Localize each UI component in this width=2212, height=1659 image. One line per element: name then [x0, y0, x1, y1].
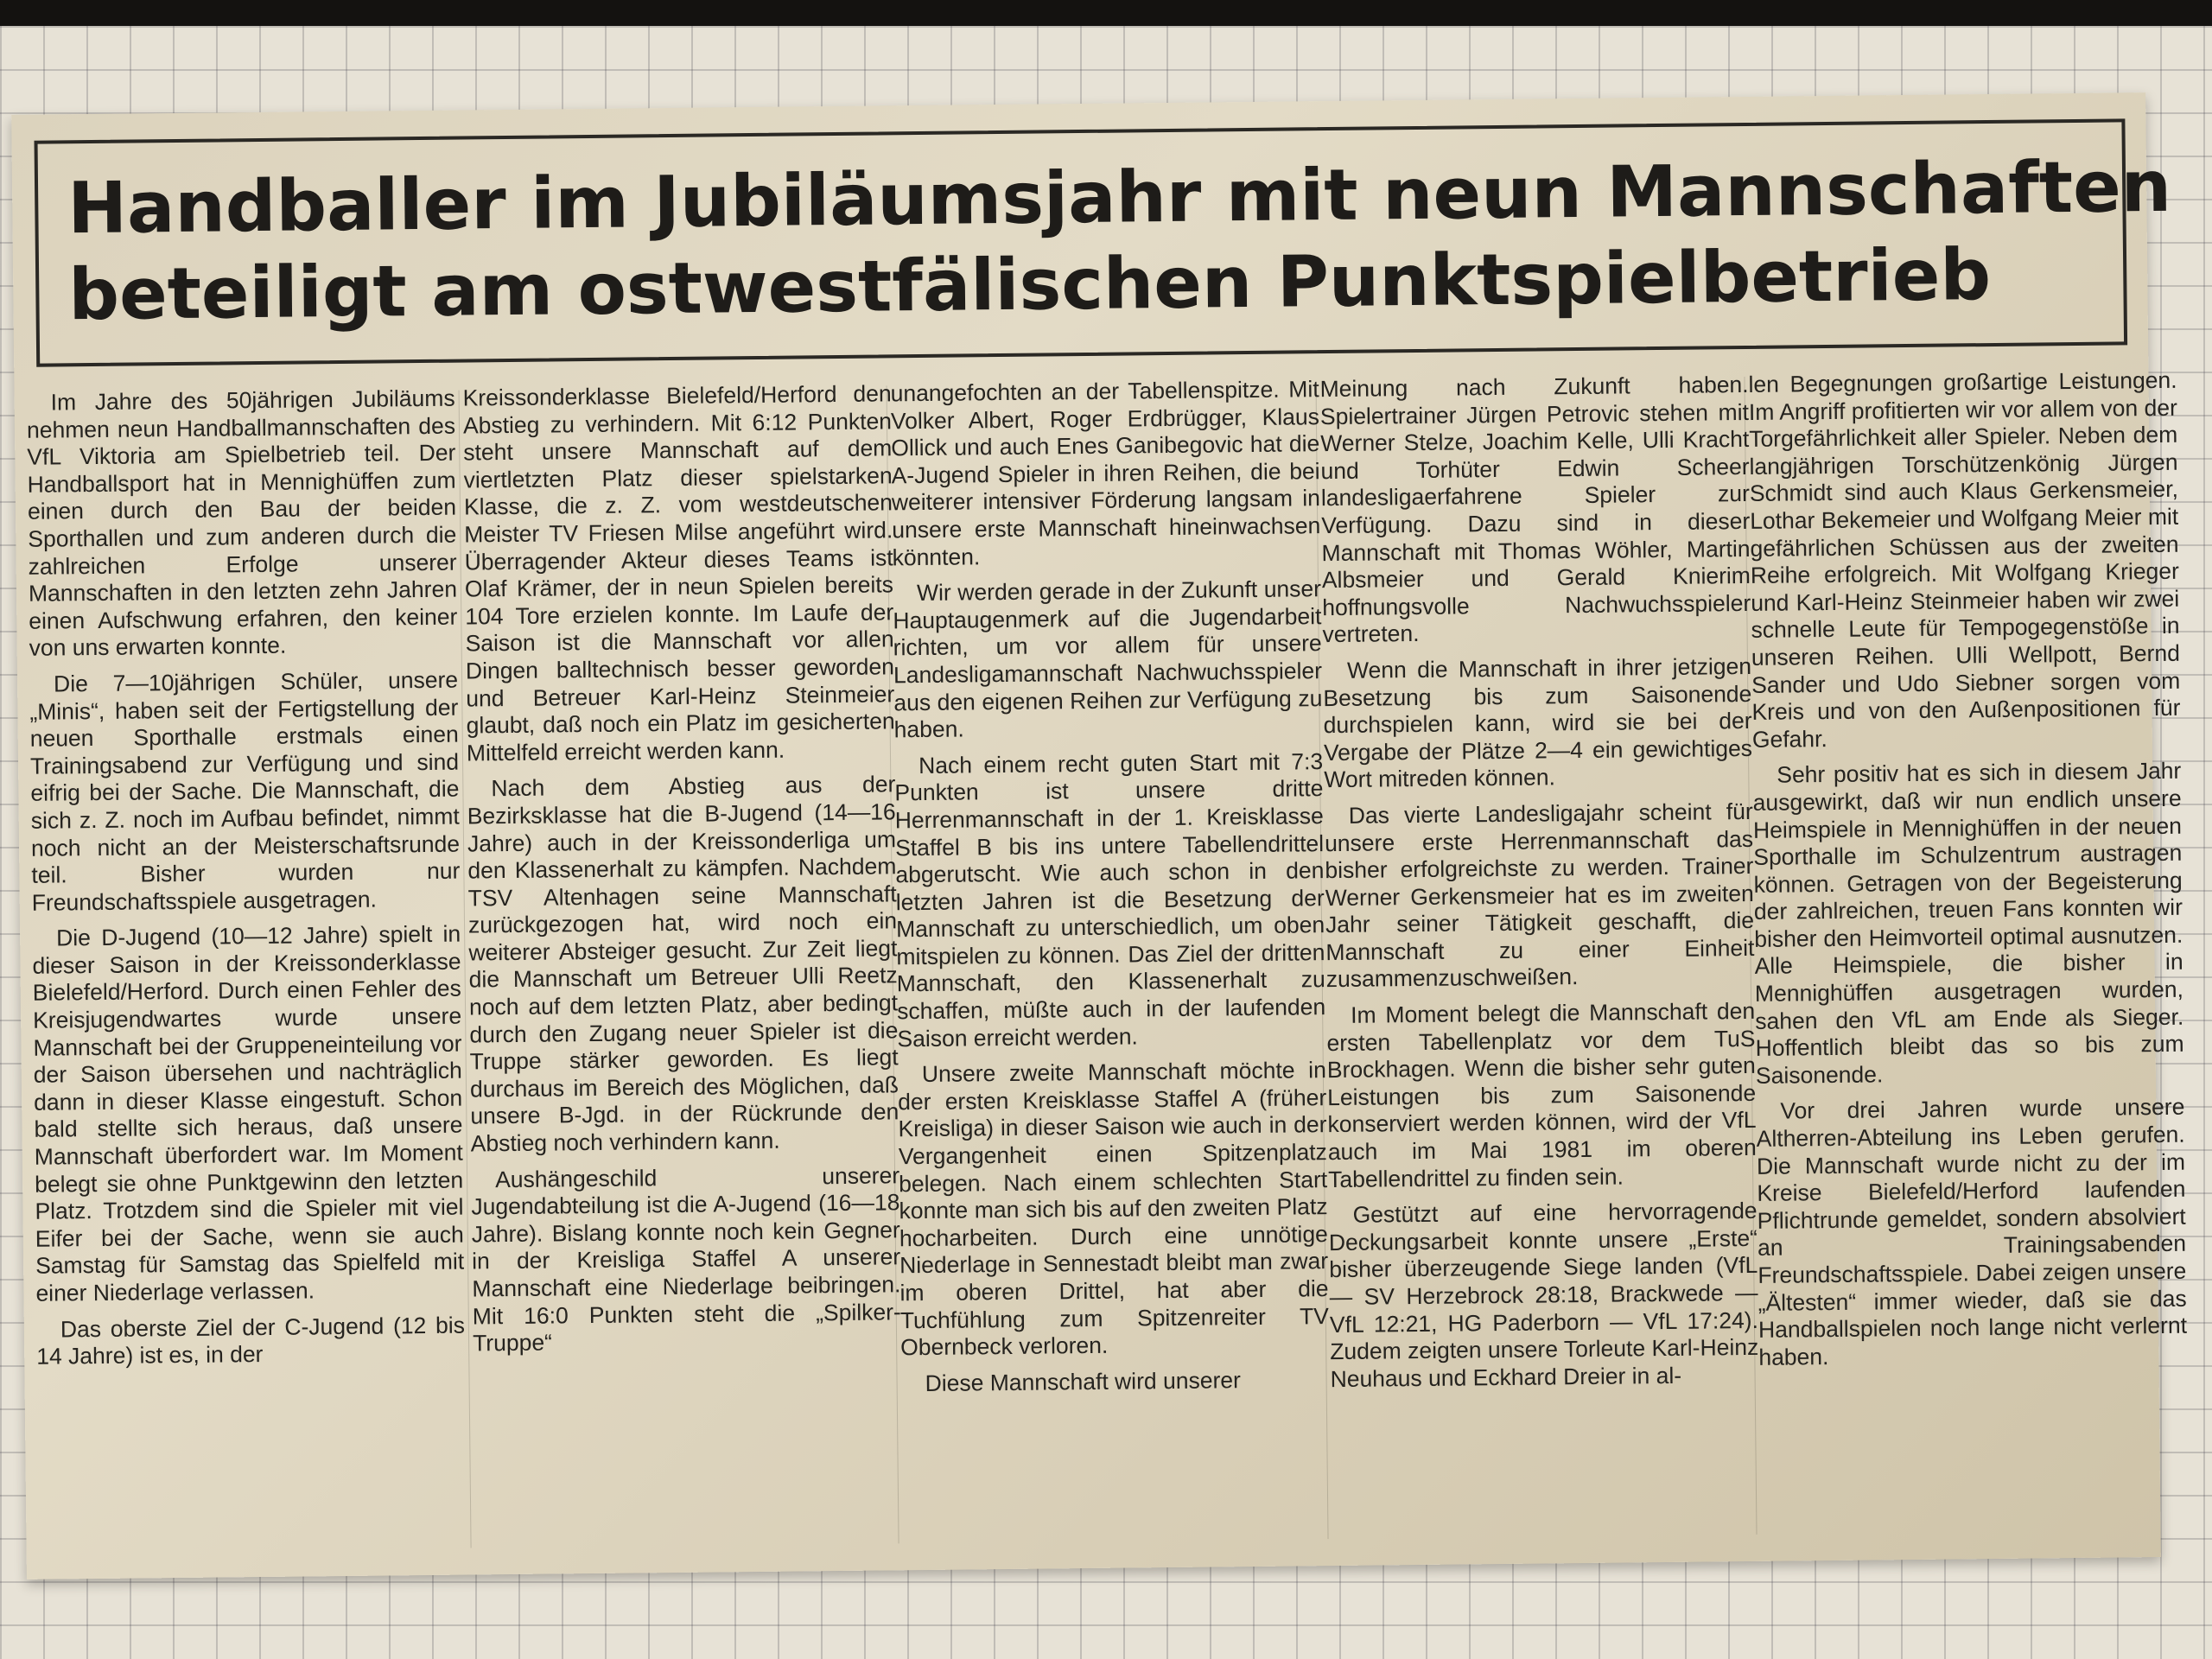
paragraph: Diese Mannschaft wird unserer: [925, 1366, 1242, 1396]
paragraph: Die D-Jugend (10—12 Jahre) spielt in dieser Saison in der Kreissonderklasse Bielefeld/Herford. Durch einen Fehler des Kreisjugendwartes wurde unsere Mannschaft bei der Gruppeneinteilung vor der Saison übersehen und nachträglich dann in dieser Klasse eingestuft. Schon bald stellte sich heraus, daß unsere Mannschaft überfordert war. Im Moment belegt sie ohne Punktgewinn den letzten Platz. Trotzdem sind die Spieler mit viel Eifer bei der Sache, wenn sie auch Samstag für Samstag das Spielfeld mit einer Niederlage verlassen.: [32, 920, 465, 1306]
paragraph: Das vierte Landesligajahr scheint für unsere erste Herrenmannschaft das bisher erfolgreichste zu werden. Trainer Werner Gerkensmeier hat es im zweiten Jahr seiner Tätigkeit geschafft, die Mannschaft zu einer Einheit zusammenzuschweißen.: [1324, 798, 1755, 993]
paragraph: Nach einem recht guten Start mit 7:3 Punkten ist unsere dritte Herrenmannschaft in der 1. Kreisklasse Staffel B bis ins untere Tabellendrittel abgerutscht. Wie auch schon in den letzten Jahren ist die Besetzung der Mannschaft zu unterschiedlich, um oben mitspielen zu können. Das Ziel der dritten Mannschaft, den Klassenerhalt zu schaffen, müßte auch in der laufenden Saison erreicht werden.: [894, 747, 1326, 1052]
paragraph: Die 7—10jährigen Schüler, unsere „Minis“, haben seit der Fertigstellung der neuen Sporthalle erstmals einen Trainingsabend zur Verfügung und sind eifrig bei der Sache. Die Mannschaft, die sich z. Z. noch im Aufbau befindet, nimmt noch nicht an der Meisterschaftsrunde teil. Bisher wurden nur Freundschaftsspiele ausgetragen.: [29, 666, 461, 916]
article-column-5: [1748, 367, 2189, 1547]
article-column-3: [890, 376, 1331, 1555]
article-column-2: [462, 380, 903, 1560]
paragraph: Vor drei Jahren wurde unsere Altherren-Abteilung ins Leben gerufen. Die Mannschaft wurde nicht zu der im Kreise Bielefeld/Herford laufenden Pflichtrunde gemeldet, sondern absolviert an Trainingsabenden Freundschaftsspiele. Dabei zeigen unsere „Ältesten“ immer wieder, daß sie das Handballspielen noch lange nicht verlernt haben.: [1756, 1094, 2188, 1370]
paragraph: Unsere zweite Mannschaft möchte in der ersten Kreisklasse Staffel A (früher Kreisliga) in dieser Saison wie auch in der Vergangenheit einen Spitzenplatz belegen. Nach einem schlechten Start konnte man sich bis auf den zweiten Platz hocharbeiten. Durch eine unnötige Niederlage in Sennestadt bleibt man zwar im oberen Drittel, hat aber die Tuchfühlung zum Spitzenreiter TV Obernbeck verloren.: [898, 1057, 1329, 1361]
headline-line-1: Handballer im Jubiläumsjahr mit neun Mannschaften: [67, 145, 2172, 251]
article-column-1: [27, 385, 467, 1565]
article-column-4: [1319, 372, 1760, 1551]
paragraph: Nach dem Abstieg aus der Bezirksklasse hat die B-Jugend (14—16 Jahre) auch in der Kreissonderliga um den Klassenerhalt zu kämpfen. Nachdem TSV Altenhagen seine Mannschaft zurückgezogen hat, wird noch ein weiterer Absteiger gesucht. Zur Zeit liegt die Mannschaft um Betreuer Ulli Reetz noch auf dem letzten Platz, aber bedingt durch den Zugang neuer Spieler ist die Truppe stärker geworden. Es liegt durchaus im Bereich des Möglichen, daß unsere B-Jgd. in der Rückrunde den Abstieg noch verhindern kann.: [467, 771, 899, 1157]
paragraph: Sehr positiv hat es sich in diesem Jahr ausgewirkt, daß wir nun endlich unsere Heimspiele in Mennighüffen in der neuen Sporthalle im Schulzentrum austragen können. Getragen von der Begeisterung der zahlreichen, treuen Fans konnten wir bisher den Heimvorteil optimal ausnutzen. Alle Heimspiele, die bisher in Mennighüffen ausgetragen wurden, sahen den VfL am Ende als Sieger. Hoffentlich bleibt das so bis zum Saisonende.: [1752, 758, 2184, 1089]
paragraph: unangefochten an der Tabellenspitze. Mit Volker Albert, Roger Erdbrügger, Klaus Ollick und auch Enes Ganibegovic hat die A-Jugend Spieler in ihren Reihen, die bei weiterer intensiver Förderung langsam in unsere erste Mannschaft hineinwachsen könnten.: [890, 376, 1321, 570]
paragraph: Im Jahre des 50jährigen Jubiläums nehmen neun Handballmannschaften des VfL Viktoria am Spielbetrieb teil. Der Handballsport hat in Mennighüffen zum einen durch den Bau der beiden Sporthallen und zum anderen durch die zahlreichen Erfolge unserer Mannschaften in den letzten zehn Jahren einen Aufschwung erfahren, den keiner von uns erwarten konnte.: [26, 385, 458, 662]
paragraph: Kreissonderklasse Bielefeld/Herford den Abstieg zu verhindern. Mit 6:12 Punkten steht unsere Mannschaft auf dem viertletzten Platz dieser spielstarken Klasse, die z. Z. vom westdeutschen Meister TV Friesen Milse angeführt wird. Überragender Akteur dieses Teams ist Olaf Krämer, der in neun Spielen bereits 104 Tore erzielen konnte. Im Laufe der Saison ist die Mannschaft vor allen Dingen balltechnisch besser geworden und Betreuer Karl-Heinz Steinmeier glaubt, daß noch ein Platz im gesicherten Mittelfeld erreicht werden kann.: [462, 380, 895, 766]
headline-frame: [35, 118, 2172, 366]
paragraph: Meinung nach Zukunft haben. Spielertrainer Jürgen Petrovic stehen mit Werner Stelze, Joachim Kelle, Ulli Kracht und Torhüter Edwin Scheer landesligaerfahrene Spieler zur Verfügung. Dazu sind in dieser Mannschaft mit Thomas Wöhler, Martin Albsmeier und Gerald Knierim hoffnungsvolle Nachwuchsspieler vertreten.: [1319, 371, 1751, 648]
paragraph: Im Moment belegt die Mannschaft den ersten Tabellenplatz vor dem TuS Brockhagen. Wenn die bisher sehr guten Leistungen bis zum Saisonende konserviert werden können, wird der VfL auch im Mai 1981 im oberen Tabellendrittel zu finden sein.: [1326, 997, 1757, 1192]
paragraph: Das oberste Ziel der C-Jugend (12 bis 14 Jahre) ist es, in der: [36, 1312, 466, 1370]
newspaper-clipping: [11, 92, 2188, 1580]
headline-line-2: beteiligt am ostwestfälischen Punktspielbetrieb: [67, 234, 1992, 337]
paragraph: len Begegnungen großartige Leistungen. Im Angriff profitierten wir vor allem von der Torgefährlichkeit aller Spieler. Neben dem langjährigen Torschützenkönig Jürgen Schmidt sind auch Klaus Gerkensmeier, Lothar Bekemeier und Wolfgang Meier mit gefährlichen Schüssen aus der zweiten Reihe erfolgreich. Mit Wolfgang Krieger und Karl-Heinz Steinmeier haben wir zwei schnelle Leute für Tempogegenstöße in unseren Reihen. Ulli Wellpott, Bernd Sander und Udo Siebner sorgen vom Kreis und von den Außenpositionen für Gefahr.: [1748, 366, 2181, 753]
paragraph: Gestützt auf eine hervorragende Deckungsarbeit konnte unsere „Erste“ bisher überzeugende Siege landen (VfL — SV Herzebrock 28:18, Brackwede — VfL 12:21, HG Paderborn — VfL 17:24). Zudem zeigten unsere Torleute Karl-Heinz Neuhaus und Eckhard Dreier in al-: [1328, 1198, 1759, 1392]
paragraph: Wenn die Mannschaft in ihrer jetzigen Besetzung bis zum Saisonende durchspielen kann, wird sie bei der Vergabe der Plätze 2—4 ein gewichtiges Wort mitreden können.: [1323, 652, 1753, 793]
paragraph: Aushängeschild unserer Jugendabteilung ist die A-Jugend (16—18 Jahre). Bislang konnte noch kein Gegner in der Kreisliga Staffel A unserer Mannschaft eine Niederlage beibringen. Mit 16:0 Punkten steht die „Spilker-Truppe“: [471, 1161, 901, 1357]
paragraph: Wir werden gerade in der Zukunft unser Hauptaugenmerk auf die Jugendarbeit richten, um vor allem für unsere Landesligamannschaft Nachwuchsspieler aus den eigenen Reihen zur Verfügung zu haben.: [893, 575, 1323, 743]
article-body: [26, 366, 2188, 1564]
article-headline: [67, 144, 2173, 339]
